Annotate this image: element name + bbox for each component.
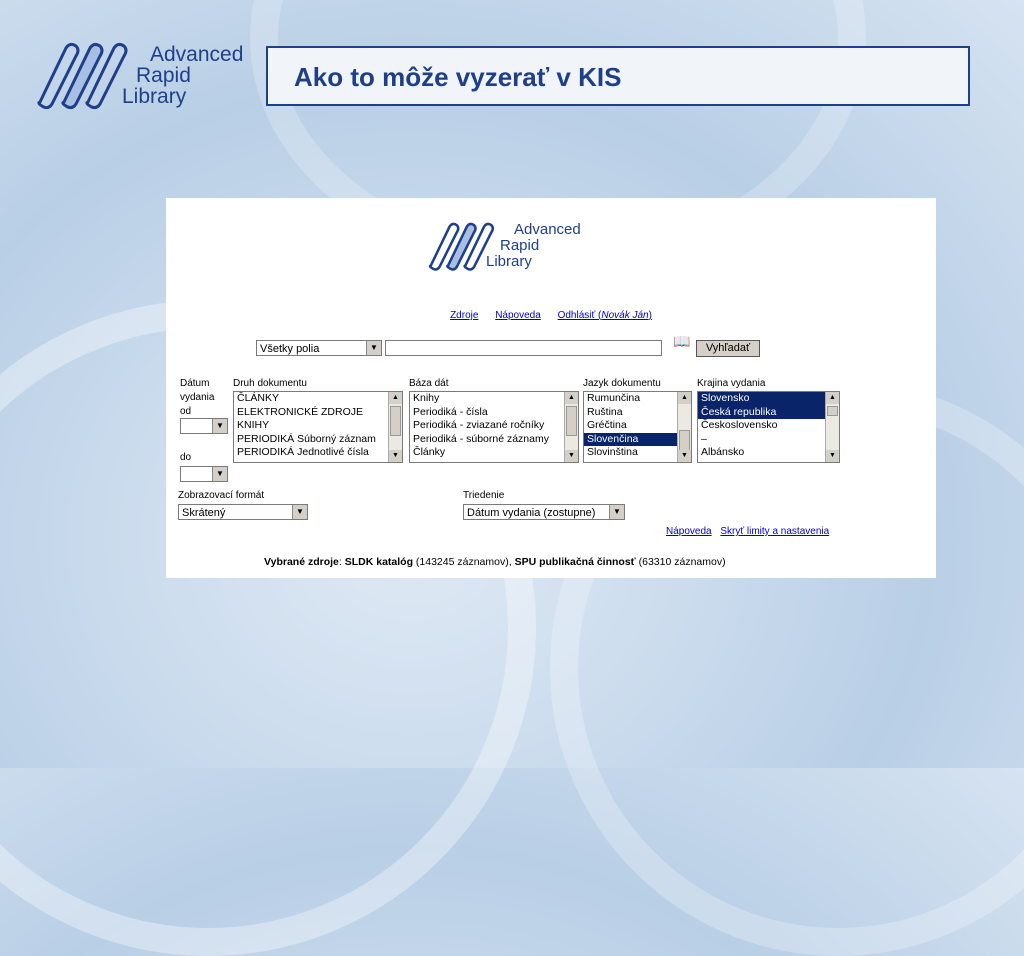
date-from-select[interactable] [180, 418, 228, 434]
scroll-thumb[interactable] [390, 406, 401, 436]
scroll-down-icon[interactable]: ▼ [565, 450, 578, 462]
slide-title-box [266, 46, 970, 106]
list-item-selected[interactable]: Slovensko [698, 392, 839, 406]
scrollbar[interactable] [825, 392, 839, 462]
logo-word-library: Library [122, 84, 187, 108]
scrollbar[interactable] [564, 392, 578, 462]
sort-select[interactable] [463, 504, 625, 520]
chevron-down-icon: ▼ [212, 467, 227, 481]
list-item[interactable]: ELEKTRONICKÉ ZDROJE [237, 405, 364, 418]
list-item[interactable]: Československo [701, 419, 778, 431]
date-to-select[interactable] [180, 466, 228, 482]
source-1-name: SLDK katalóg [344, 556, 413, 568]
sort-value: Dátum vydania (zostupne) [467, 507, 596, 519]
language-label: Jazyk dokumentu [583, 378, 661, 389]
list-item[interactable]: KNIHY [237, 419, 270, 431]
date-from-label: od [180, 406, 192, 417]
inner-logo-word-advanced: Advanced [514, 221, 581, 238]
list-item[interactable]: Periodiká - čísla [413, 405, 488, 418]
logout-link-label: Odhlásiť ( [557, 310, 602, 321]
source-2-name: SPU publikačná činnosť [514, 556, 636, 568]
source-2-count: (63310 záznamov) [635, 556, 726, 568]
logo-word-rapid: Rapid [136, 63, 191, 87]
date-label-1: Dátum [180, 378, 210, 389]
database-label: Báza dát [409, 378, 449, 389]
doc-type-label: Druh dokumentu [233, 378, 307, 389]
scrollbar[interactable] [677, 392, 691, 462]
logo-word-advanced: Advanced [150, 42, 244, 66]
country-label: Krajina vydania [697, 378, 766, 389]
format-select[interactable] [178, 504, 308, 520]
top-links [166, 310, 936, 321]
scrollbar[interactable] [388, 392, 402, 462]
doc-type-listbox[interactable] [233, 391, 403, 463]
list-item[interactable]: PERIODIKÁ Jednotlivé čísla [237, 446, 369, 458]
chevron-down-icon: ▼ [609, 505, 624, 519]
sort-label: Triedenie [463, 490, 505, 501]
list-item[interactable]: PERIODIKÁ Súborný záznam [237, 432, 376, 445]
scroll-down-icon[interactable]: ▼ [826, 450, 839, 462]
list-item[interactable]: Ruština [587, 405, 623, 418]
chevron-down-icon: ▼ [212, 419, 227, 433]
help-link-bottom[interactable]: Nápoveda [666, 526, 712, 537]
search-field-select[interactable] [256, 340, 382, 356]
list-item[interactable]: Knihy [413, 392, 440, 404]
slide-title: Ako to môže vyzerať v KIS [294, 62, 622, 92]
scroll-down-icon[interactable]: ▼ [678, 450, 691, 462]
logout-link[interactable] [558, 310, 652, 321]
list-item[interactable]: – [701, 432, 707, 445]
list-item-selected[interactable]: Česká republika [698, 406, 839, 420]
source-1-count: (143245 záznamov), [413, 556, 515, 568]
sources-link[interactable]: Zdroje [450, 310, 479, 321]
list-item[interactable]: Periodiká - súborné záznamy [413, 432, 549, 445]
kis-search-screenshot [166, 198, 936, 578]
book-icon[interactable]: 📖 [673, 333, 691, 349]
search-button[interactable]: Vyhľadať [696, 340, 760, 357]
date-label-2: vydania [180, 392, 215, 403]
list-item[interactable]: Albánsko [701, 446, 745, 458]
format-label: Zobrazovací formát [178, 490, 265, 501]
inner-logo-word-rapid: Rapid [500, 237, 540, 254]
format-value: Skrátený [182, 507, 226, 519]
search-field-value: Všetky polia [260, 343, 320, 355]
chevron-down-icon: ▼ [366, 341, 381, 355]
help-link[interactable]: Nápoveda [495, 310, 541, 321]
inner-logo-word-library: Library [486, 253, 532, 270]
scroll-thumb[interactable] [827, 406, 838, 416]
footer-colon: : [338, 556, 345, 568]
bottom-links [666, 526, 835, 537]
list-item[interactable]: Gréčtina [587, 419, 627, 431]
search-query-input[interactable] [385, 340, 662, 356]
scroll-up-icon[interactable]: ▲ [826, 392, 839, 404]
logged-user-name: Novák Ján [601, 310, 649, 321]
scroll-up-icon[interactable]: ▲ [678, 392, 691, 404]
date-to-label: do [180, 452, 192, 463]
scroll-thumb[interactable] [566, 406, 577, 436]
scroll-up-icon[interactable]: ▲ [565, 392, 578, 404]
arl-logo [36, 40, 243, 110]
list-item[interactable]: Články [413, 446, 446, 458]
scroll-down-icon[interactable]: ▼ [389, 450, 402, 462]
list-item[interactable]: Periodiká - zviazané ročníky [413, 419, 545, 431]
country-listbox[interactable] [697, 391, 840, 463]
footer-prefix: Vybrané zdroje [264, 556, 339, 568]
selected-sources-summary [264, 556, 726, 568]
arl-logo-stripes-icon [36, 40, 136, 110]
list-item[interactable]: Slovinština [587, 446, 638, 458]
list-item-selected[interactable]: Slovenčina [584, 433, 691, 447]
scroll-up-icon[interactable]: ▲ [389, 392, 402, 404]
language-listbox[interactable] [583, 391, 692, 463]
list-item[interactable]: ČLÁNKY [237, 392, 280, 404]
database-listbox[interactable] [409, 391, 579, 463]
logout-link-close: ) [648, 310, 652, 321]
hide-limits-link[interactable]: Skryť limity a nastavenia [720, 526, 830, 537]
inner-arl-logo [428, 220, 581, 272]
chevron-down-icon: ▼ [292, 505, 307, 519]
list-item[interactable]: Rumunčina [587, 392, 641, 404]
